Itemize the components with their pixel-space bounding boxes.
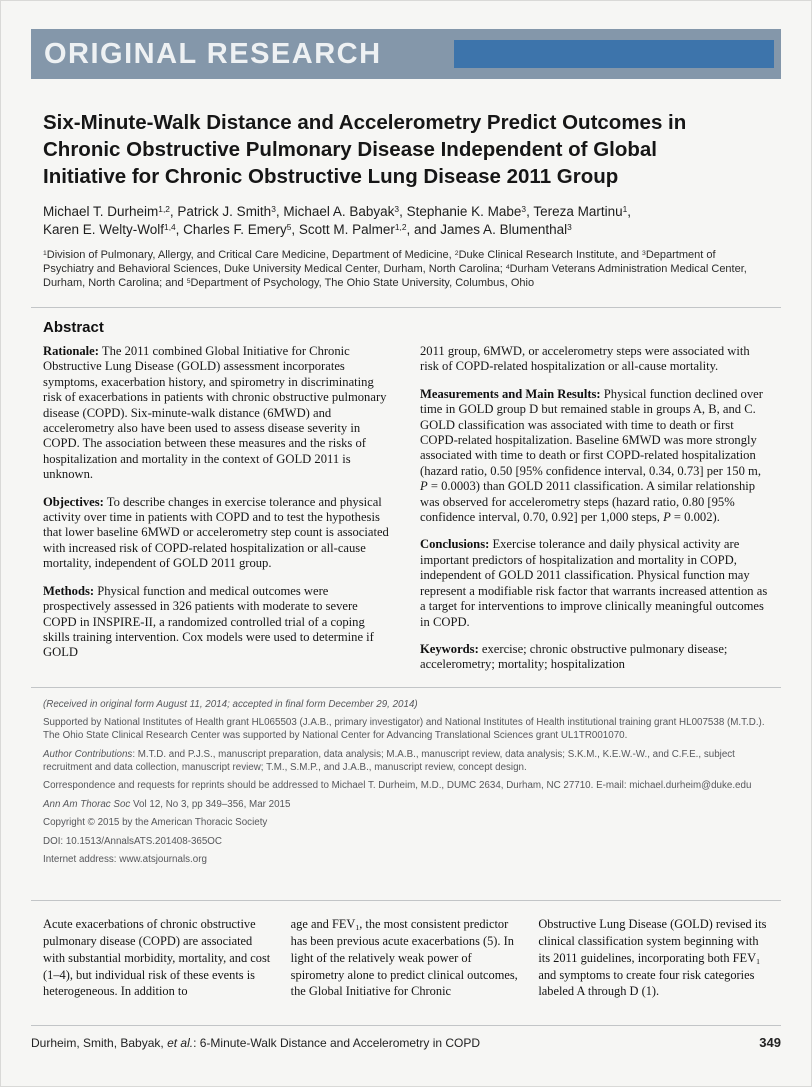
article-type-label: ORIGINAL RESEARCH [44, 37, 382, 70]
body-column-2: age and $FEV_1$, the most consistent predictor has been previous acute exacerbations (5). In light of the relatively weak power of spirometry alone to predict clinical outcomes, the Global Initiative for Chronic [290, 917, 518, 999]
body-column-1: Acute exacerbations of chronic obstructive pulmonary disease (COPD) are associated with substantial morbidity, mortality, and cost (1–4), but individual risk of these events is heterogeneous. In addition to [43, 917, 271, 999]
abstract-paragraph-conclusions: Conclusions: Exercise tolerance and daily physical activity are important predictors of hospitalization and mortality in COPD, independent of GOLD 2011 classification. Physical function may represent a modifiable risk factor that warrants increased attention as a target for interventions to improve clinically meaningful outcomes in COPD. [420, 537, 768, 629]
footnote-doi: DOI: 10.1513/AnnalsATS.201408-365OC [43, 835, 222, 847]
abstract-section [43, 319, 769, 673]
article-title: Six-Minute-Walk Distance and Accelerometry Predict Outcomes in Chronic Obstructive Pulmonary Disease Independent of Global Initiative for Chronic Obstructive Lung Disease 2011 Group [43, 111, 687, 188]
footnote-support: Supported by National Institutes of Health grant HL065503 (J.A.B., primary investigator) and National Institutes of Health institutional training grant HL007538 (M.T.D.). The Ohio State Clinical Research Center was supported by National Center for Advancing Translational Sciences grant UL1TR001070. [43, 717, 765, 742]
abstract-paragraph-continuation: 2011 group, 6MWD, or accelerometry steps were associated with risk of COPD-related hospitalization or all-cause mortality. [420, 344, 750, 374]
banner-accent-bar [454, 40, 774, 68]
abstract-heading: Abstract [43, 319, 104, 336]
abstract-paragraph-keywords: Keywords: exercise; chronic obstructive pulmonary disease; accelerometry; mortality; hospitalization [420, 641, 728, 672]
abstract-paragraph-methods: Methods: Physical function and medical outcomes were prospectively assessed in 326 patients with moderate to severe COPD in INSPIRE-II, a randomized controlled trial of a coping skills training intervention. Cox models were used to determine if GOLD [43, 583, 374, 660]
abstract-columns [43, 344, 769, 673]
abstract-paragraph-measurements: Measurements and Main Results: Physical function declined over time in GOLD group D but remained stable in groups A, B, and C. GOLD classification was associated with time to death or first COPD-related hospitalization. Baseline 6MWD was more strongly associated with time to death or first COPD-related hospitalization (hazard ratio, 0.50 [95% confidence interval, 0.34, 0.73] per 150 m, P = 0.0003) than GOLD 2011 classification. A similar relationship was observed for accelerometry steps (hazard ratio, 0.80 [95% confidence interval, 0.70, 0.92] per 1,000 steps, P = 0.002). [420, 386, 763, 525]
footnote-received: (Received in original form August 11, 2014; accepted in final form December 29, 2014) [43, 698, 418, 710]
footnote-citation: Ann Am Thorac Soc Vol 12, No 3, pp 349–356, Mar 2015 [43, 798, 291, 810]
article-footnotes [43, 698, 769, 867]
footnote-correspondence: Correspondence and requests for reprints should be addressed to Michael T. Durheim, M.D., DUMC 2634, Durham, NC 27710. E-mail: michael.durheim@duke.edu [43, 780, 752, 792]
article-body [43, 916, 769, 1000]
article-type-banner [31, 29, 781, 79]
abstract-column-right [420, 344, 769, 673]
abstract-paragraph-rationale: Rationale: The 2011 combined Global Initiative for Chronic Obstructive Lung Disease (GOLD) assessment incorporates symptoms, exacerbation history, and spirometry in discriminating risk of exacerbations in patients with chronic obstructive pulmonary disease (COPD). Six-minute-walk distance (6MWD) and accelerometry also have been used to assess disease severity in COPD. The association between these measures and the risks of hospitalization and mortality in the context of GOLD 2011 is unknown. [43, 344, 387, 482]
horizontal-rule [31, 307, 781, 308]
footnote-author-contributions: Author Contributions: M.T.D. and P.J.S., manuscript preparation, data analysis; M.A.B., manuscript review, data analysis; S.K.M., K.E.W.-W., and C.F.E., subject recruitment and data collection, manuscript review; T.M., S.M.P., and J.A.B., manuscript review, concept design. [43, 748, 735, 773]
author-list: Michael T. Durheim$^{1,2}$, Patrick J. Smith$^3$, Michael A. Babyak$^3$, Stephanie K. Mabe$^3$, Tereza Martinu$^1$, Karen E. Welty-Wolf$^{1,4}$, Charles F. Emery$^5$, Scott M. Palmer$^{1,2}$, and James A. Blumenthal$^3$ [43, 203, 632, 237]
horizontal-rule [31, 687, 781, 688]
page-footer [31, 1025, 781, 1050]
affiliations: $^1$Division of Pulmonary, Allergy, and Critical Care Medicine, Department of Medicine, $^2$Duke Clinical Research Institute, and $^3$Department of Psychiatry and Behavioral Sciences, Duke University Medical Center, Durham, North Carolina; $^4$Durham Veterans Administration Medical Center, Durham, North Carolina; and $^5$Department of Psychology, The Ohio State University, Columbus, Ohio [43, 249, 747, 289]
footnote-internet-address: Internet address: www.atsjournals.org [43, 854, 207, 866]
abstract-column-left [43, 344, 392, 673]
page-number: 349 [759, 1035, 781, 1050]
footnote-copyright: Copyright © 2015 by the American Thoracic Society [43, 817, 268, 829]
horizontal-rule [31, 900, 781, 901]
abstract-paragraph-objectives: Objectives: To describe changes in exercise tolerance and physical activity over time in patients with COPD and to test the hypothesis that lower baseline 6MWD or accelerometry step count is associated with increased risk of COPD-related hospitalization or all-cause mortality, independent of GOLD 2011 group. [43, 494, 389, 571]
body-column-3: Obstructive Lung Disease (GOLD) revised its clinical classification system beginning with its 2011 guidelines, incorporating both $FEV_1$ and symptoms to create four risk categories labeled A through D (1). [538, 917, 767, 999]
running-title: Durheim, Smith, Babyak, et al.: 6-Minute-Walk Distance and Accelerometry in COPD [31, 1036, 481, 1050]
